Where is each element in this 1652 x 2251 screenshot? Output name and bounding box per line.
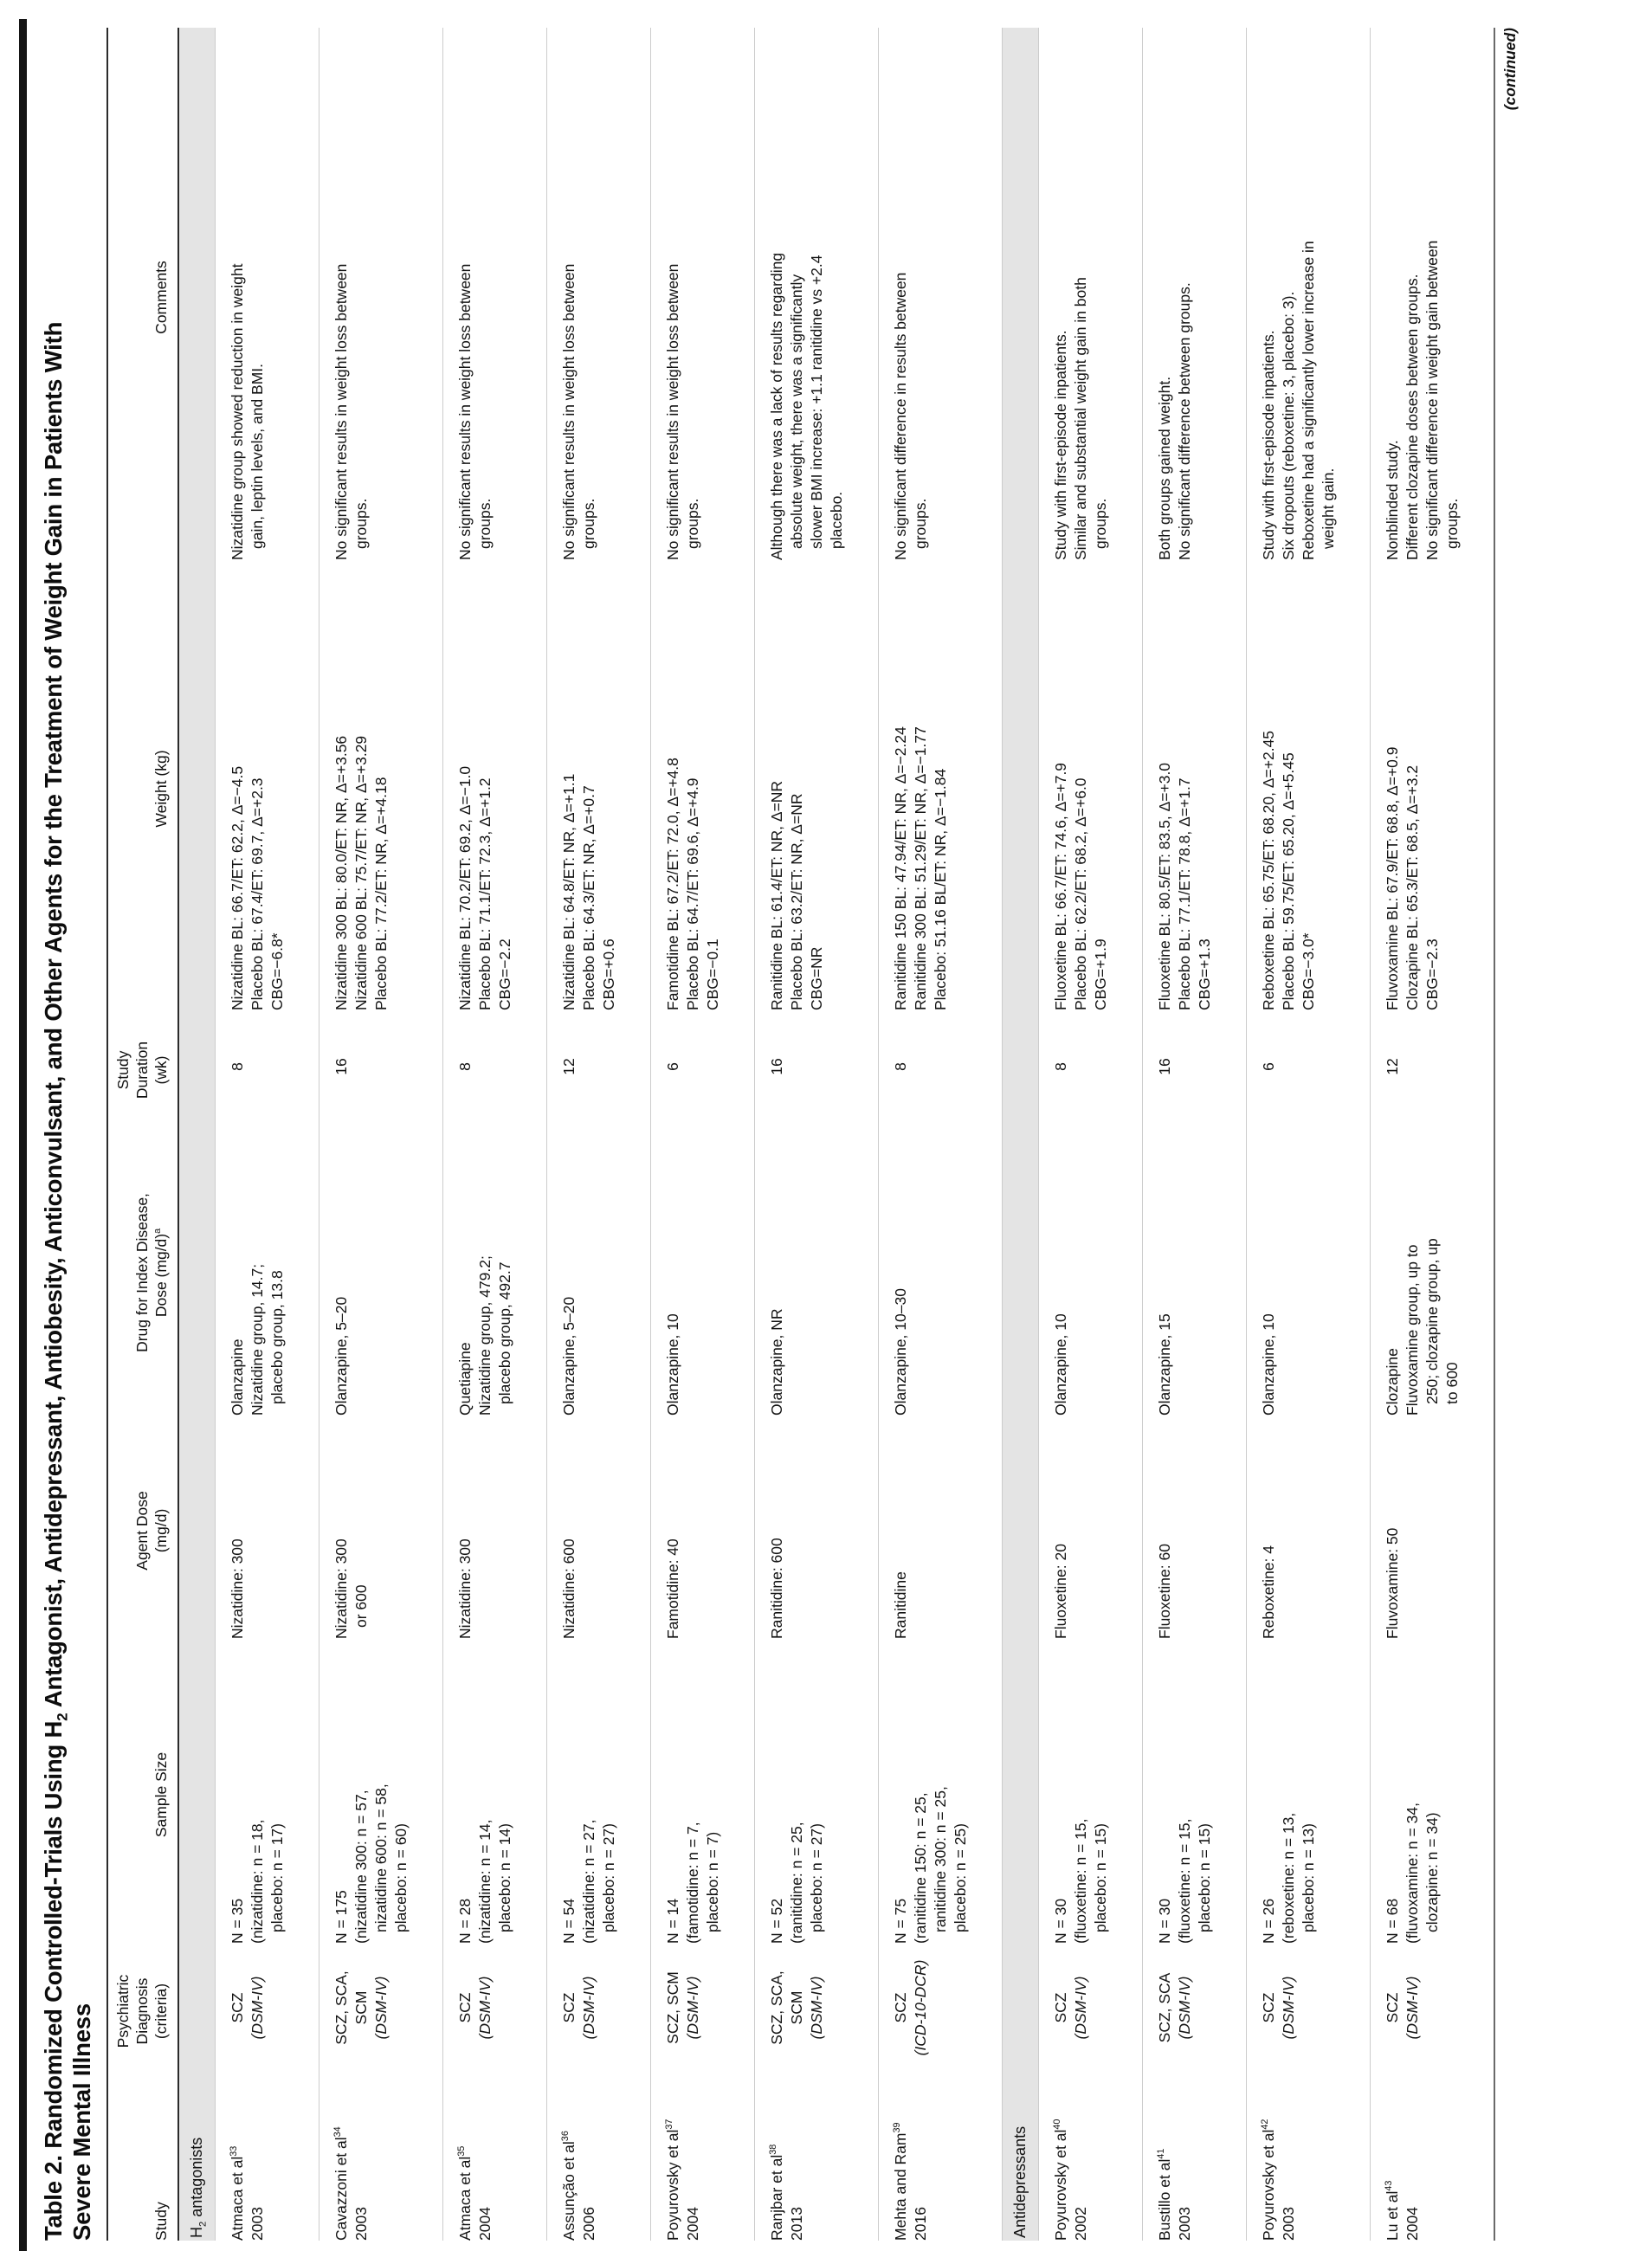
cell-weight: Reboxetine BL: 65.75/ET: 68.20, Δ=+2.45 Placebo BL: 59.75/ET: 65.20, Δ=+5.45 CBG=−3.0* bbox=[1260, 730, 1317, 1010]
cell-agent: Fluvoxamine: 50 bbox=[1384, 1527, 1401, 1639]
cell-agent: Nizatidine: 300 bbox=[456, 1538, 474, 1639]
col-header-duration: Study Duration (wk) bbox=[107, 1010, 178, 1123]
cell-sample: N = 54 (nizatidine: n = 27, placebo: n = 27) bbox=[560, 1819, 617, 1944]
cell-agent: Fluoxetine: 60 bbox=[1156, 1544, 1173, 1639]
cell-duration: 6 bbox=[1260, 1062, 1277, 1071]
cell-duration: 6 bbox=[664, 1062, 681, 1071]
cell-sample: N = 52 (ranitidine: n = 25, placebo: n = 27) bbox=[768, 1822, 825, 1944]
cell-study: Mehta and Ram$^{39}$ 2016 bbox=[892, 2122, 929, 2241]
cell-duration: 16 bbox=[768, 1058, 785, 1075]
cell-duration: 12 bbox=[1384, 1058, 1401, 1075]
cell-study: Assunção et $al^{36}$ 2006 bbox=[560, 2131, 597, 2241]
table-row bbox=[1247, 28, 1371, 2241]
table-row bbox=[216, 28, 319, 2241]
cell-comments: Both groups gained weight. No significant difference between groups. bbox=[1156, 282, 1193, 560]
cell-agent: Famotidine: 40 bbox=[664, 1538, 681, 1639]
cell-drug: Quetiapine Nizatidine group, 479.2; placebo group, 492.7 bbox=[456, 1255, 513, 1416]
cell-comments: Nonblinded study. Different clozapine doses between groups. No significant difference in weight gain between groups. bbox=[1384, 240, 1461, 560]
cell-sample: N = 28 (nizatidine: n = 14, placebo: n = 14) bbox=[456, 1819, 513, 1944]
cell-comments: Nizatidine group showed reduction in weight gain, leptin levels, and BMI. bbox=[229, 263, 266, 560]
table-row bbox=[1143, 28, 1247, 2241]
cell-study: Cavazzoni et $al^{34}$ 2003 bbox=[332, 2126, 370, 2241]
cell-drug: Olanzapine Nizatidine group, 14.7; placebo group, 13.8 bbox=[229, 1263, 286, 1416]
cell-comments: No significant results in weight loss between groups. bbox=[560, 263, 597, 560]
cell-duration: 8 bbox=[456, 1062, 474, 1071]
cell-sample: N = 68 (fluvoxamine: n = 34, clozapine: n = 34) bbox=[1384, 1803, 1441, 1944]
cell-weight: Nizatidine BL: 66.7/ET: 62.2, Δ=−4.5 Placebo BL: 67.4/ET: 69.7, Δ=+2.3 CBG=−6.8* bbox=[229, 765, 286, 1010]
cell-drug: Olanzapine, 10 bbox=[664, 1313, 681, 1416]
cell-diagnosis: SCZ (DSM-IV) bbox=[229, 1976, 266, 2040]
cell-study: Poyurovsky et $al^{42}$ 2003 bbox=[1260, 2119, 1297, 2241]
cell-diagnosis: SCZ (DSM-IV) bbox=[456, 1976, 494, 2040]
col-header-sample: Sample Size bbox=[107, 1639, 178, 1944]
cell-comments: Although there was a lack of results regarding absolute weight, there was a significantly slower BMI increase: +1.1 ranitidine vs +2.4 placebo. bbox=[768, 252, 845, 560]
cell-diagnosis: SCZ (ICD-10-DCR) bbox=[892, 1959, 929, 2056]
cell-weight: Ranitidine 150 BL: 47.94/ET: NR, Δ=−2.24 Ranitidine 300 BL: 51.29/ET: NR, Δ=−1.77 Placebo: 51.16 BL/ET: NR, Δ=−1.84 bbox=[892, 726, 949, 1010]
section-label: $H_2$ antagonists bbox=[178, 28, 216, 2241]
cell-study: Ranjbar et $al^{38}$ 2013 bbox=[768, 2144, 805, 2241]
table-head bbox=[107, 28, 178, 2241]
cell-diagnosis: SCZ, SCA, SCM (DSM-IV) bbox=[332, 1970, 390, 2045]
cell-study: Poyurovsky et $al^{40}$ 2002 bbox=[1052, 2119, 1089, 2241]
cell-sample: N = 35 (nizatidine: n = 18, placebo: n = 17) bbox=[229, 1819, 286, 1944]
table-row bbox=[443, 28, 547, 2241]
table-row bbox=[1039, 28, 1143, 2241]
cell-comments: No significant results in weight loss between groups. bbox=[332, 263, 370, 560]
table-row bbox=[651, 28, 755, 2241]
table-row bbox=[879, 28, 1003, 2241]
cell-agent: Ranitidine bbox=[892, 1571, 909, 1639]
cell-weight: Nizatidine BL: 64.8/ET: NR, Δ=+1.1 Placebo BL: 64.3/ET: NR, Δ=+0.7 CBG=+0.6 bbox=[560, 773, 617, 1010]
cell-sample: N = 30 (fluoxetine: n = 15, placebo: n = 15) bbox=[1156, 1818, 1213, 1944]
cell-sample: N = 14 (famotidine: n = 7, placebo: n = 7) bbox=[664, 1822, 721, 1944]
cell-comments: No significant results in weight loss between groups. bbox=[456, 263, 494, 560]
cell-drug: Olanzapine, 10 bbox=[1260, 1313, 1277, 1416]
cell-comments: Study with first-episode inpatients. Similar and substantial weight gain in both groups. bbox=[1052, 277, 1109, 560]
cell-diagnosis: SCZ (DSM-IV) bbox=[560, 1976, 597, 2040]
table-title-line1: Table 2. Randomized Controlled-Trials Using $H_2$ Antagonist, Antidepressant, Antiobesity, Anticonvulsant, and Other Agents for the Treatment of Weight Gain in Patients With bbox=[40, 321, 71, 2241]
cell-duration: 8 bbox=[1052, 1062, 1069, 1071]
cell-duration: 12 bbox=[560, 1058, 578, 1075]
cell-drug: Olanzapine, NR bbox=[768, 1308, 785, 1416]
cell-study: Poyurovsky et $al^{37}$ 2004 bbox=[664, 2119, 701, 2241]
cell-diagnosis: SCZ (DSM-IV) bbox=[1260, 1976, 1297, 2040]
table-body bbox=[178, 28, 1494, 2241]
cell-duration: 16 bbox=[332, 1058, 350, 1075]
rct-table bbox=[106, 28, 1495, 2241]
cell-comments: No significant results in weight loss between groups. bbox=[664, 263, 701, 560]
table-row bbox=[319, 28, 443, 2241]
cell-drug: Clozapine Fluvoxamine group, up to 250; clozapine group, up to 600 bbox=[1384, 1238, 1461, 1416]
cell-comments: Study with first-episode inpatients. Six dropouts (reboxetine: 3, placebo: 3). Reboxetine had a significantly lower increase in weight gain. bbox=[1260, 241, 1337, 560]
table-content bbox=[27, 0, 1520, 2251]
cell-sample: N = 175 (nizatidine 300: n = 57, nizatidine 600: n = 58, placebo: n = 60) bbox=[332, 1783, 410, 1944]
cell-drug: Olanzapine, 15 bbox=[1156, 1313, 1173, 1416]
table-row bbox=[755, 28, 879, 2241]
col-header-diagnosis: Psychiatric Diagnosis (criteria) bbox=[107, 1944, 178, 2072]
cell-diagnosis: SCZ, SCA, SCM (DSM-IV) bbox=[768, 1970, 825, 2045]
cell-drug: Olanzapine, 5–20 bbox=[332, 1296, 350, 1416]
cell-weight: Ranitidine BL: 61.4/ET: NR, Δ=NR Placebo BL: 63.2/ET: NR, Δ=NR CBG=NR bbox=[768, 780, 825, 1010]
cell-duration: 8 bbox=[229, 1062, 246, 1071]
cell-agent: Nizatidine: 300 bbox=[229, 1538, 246, 1639]
section-row bbox=[178, 28, 216, 2241]
cell-agent: Fluoxetine: 20 bbox=[1052, 1544, 1069, 1639]
cell-weight: Fluvoxamine BL: 67.9/ET: 68.8, Δ=+0.9 Clozapine BL: 65.3/ET: 68.5, Δ=+3.2 CBG=−2.3 bbox=[1384, 746, 1441, 1010]
col-header-drug: Drug for Index Disease, Dose $(mg/d)^a$ bbox=[107, 1123, 178, 1416]
cell-study: Atmaca et $al^{33}$ 2003 bbox=[229, 2145, 266, 2241]
cell-weight: Famotidine BL: 67.2/ET: 72.0, Δ=+4.8 Placebo BL: 64.7/ET: 69.6, Δ=+4.9 CBG=−0.1 bbox=[664, 758, 721, 1010]
cell-diagnosis: SCZ, SCA (DSM-IV) bbox=[1156, 1972, 1193, 2043]
cell-diagnosis: SCZ (DSM-IV) bbox=[1384, 1976, 1421, 2040]
cell-comments: No significant difference in results between groups. bbox=[892, 272, 929, 560]
table-row bbox=[547, 28, 651, 2241]
cell-agent: Ranitidine: 600 bbox=[768, 1538, 785, 1639]
cell-agent: Nizatidine: 600 bbox=[560, 1538, 578, 1639]
col-header-study: Study bbox=[107, 2072, 178, 2241]
cell-sample: N = 30 (fluoxetine: n = 15, placebo: n = 15) bbox=[1052, 1818, 1109, 1944]
cell-study: Lu et $al^{43}$ 2004 bbox=[1384, 2180, 1421, 2241]
cell-duration: 8 bbox=[892, 1062, 909, 1071]
cell-drug: Olanzapine, 5–20 bbox=[560, 1296, 578, 1416]
title-top-rule bbox=[19, 19, 27, 2251]
col-header-agent: Agent Dose (mg/d) bbox=[107, 1416, 178, 1639]
cell-weight: Nizatidine 300 BL: 80.0/ET: NR, Δ=+3.56 Nizatidine 600 BL: 75.7/ET: NR, Δ=+3.29 Placebo BL: 77.2/ET: NR, Δ=+4.18 bbox=[332, 735, 390, 1010]
col-header-weight: Weight (kg) bbox=[107, 560, 178, 1010]
section-row bbox=[1003, 28, 1039, 2241]
table-title bbox=[39, 17, 96, 2241]
table-title-line2: Severe Mental Illness bbox=[68, 2003, 95, 2241]
table-row bbox=[1371, 28, 1495, 2241]
cell-study: Bustillo et $al^{41}$ 2003 bbox=[1156, 2148, 1193, 2241]
cell-drug: Olanzapine, 10 bbox=[1052, 1313, 1069, 1416]
header-row bbox=[107, 28, 178, 2241]
cell-sample: N = 75 (ranitidine 150: n = 25, ranitidine 300: n = 25, placebo: n = 25) bbox=[892, 1786, 969, 1944]
continued-note: (continued) bbox=[1501, 28, 1519, 111]
cell-weight: Fluoxetine BL: 80.5/ET: 83.5, Δ=+3.0 Placebo BL: 77.1/ET: 78.8, Δ=+1.7 CBG=+1.3 bbox=[1156, 762, 1213, 1010]
cell-diagnosis: SCZ (DSM-IV) bbox=[1052, 1976, 1089, 2040]
section-label: Antidepressants bbox=[1003, 28, 1039, 2241]
cell-weight: Fluoxetine BL: 66.7/ET: 74.6, Δ=+7.9 Placebo BL: 62.2/ET: 68.2, Δ=+6.0 CBG=+1.9 bbox=[1052, 762, 1109, 1010]
cell-diagnosis: SCZ, SCM (DSM-IV) bbox=[664, 1971, 701, 2044]
cell-drug: Olanzapine, 10–30 bbox=[892, 1288, 909, 1416]
cell-weight: Nizatidine BL: 70.2/ET: 69.2, Δ=−1.0 Placebo BL: 71.1/ET: 72.3, Δ=+1.2 CBG=−2.2 bbox=[456, 765, 513, 1010]
cell-duration: 16 bbox=[1156, 1058, 1173, 1075]
cell-agent: Reboxetine: 4 bbox=[1260, 1545, 1277, 1639]
cell-agent: Nizatidine: 300 or 600 bbox=[332, 1538, 370, 1639]
cell-sample: N = 26 (reboxetine: n = 13, placebo: n = 13) bbox=[1260, 1812, 1317, 1944]
cell-study: Atmaca et $al^{35}$ 2004 bbox=[456, 2145, 494, 2241]
col-header-comments: Comments bbox=[107, 28, 178, 560]
